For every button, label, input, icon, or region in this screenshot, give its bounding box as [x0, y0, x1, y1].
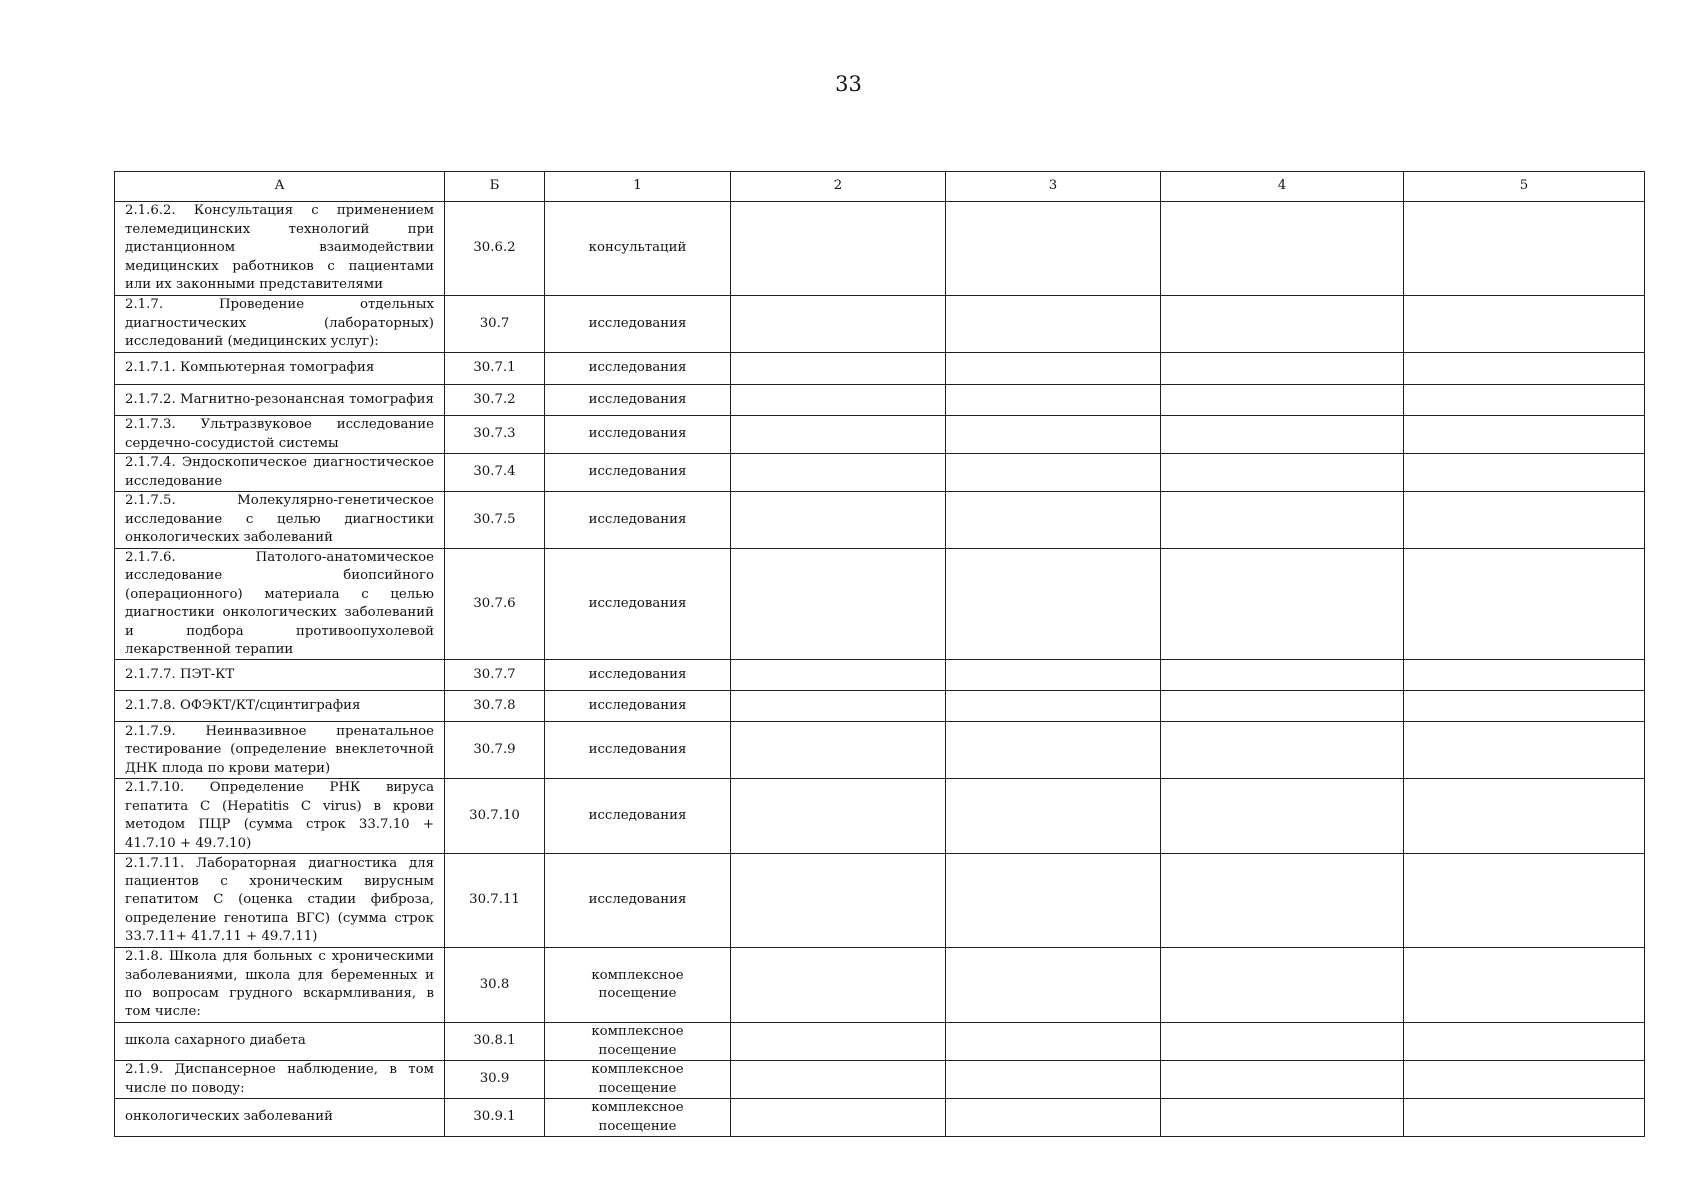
- row-value-cell-4: [1161, 454, 1404, 492]
- table-row: [115, 722, 1645, 779]
- table-row: [115, 416, 1645, 454]
- row-name-cell: школа сахарного диабета: [115, 1023, 445, 1061]
- row-value-cell-4: [1161, 722, 1404, 779]
- column-header-b: Б: [445, 172, 545, 202]
- row-name-cell: 2.1.7.7. ПЭТ-КТ: [115, 660, 445, 691]
- table-row: [115, 385, 1645, 416]
- row-value-cell-4: [1161, 416, 1404, 454]
- row-code-cell: 30.6.2: [445, 202, 545, 296]
- row-code-cell: 30.9: [445, 1061, 545, 1099]
- row-value-cell-5: [1404, 660, 1645, 691]
- row-name-cell: 2.1.8. Школа для больных с хроническими заболеваниями, школа для беременных и по вопросам грудного вскармливания, в том числе:: [115, 948, 445, 1023]
- row-name-cell: 2.1.7.9. Неинвазивное пренатальное тестирование (определение внеклеточной ДНК плода по крови матери): [115, 722, 445, 779]
- row-value-cell-3: [946, 1061, 1161, 1099]
- row-value-cell-3: [946, 1099, 1161, 1137]
- row-value-cell-2: [731, 691, 946, 722]
- column-header-a: А: [115, 172, 445, 202]
- row-value-cell-2: [731, 492, 946, 549]
- row-value-cell-2: [731, 385, 946, 416]
- row-code-cell: 30.8.1: [445, 1023, 545, 1061]
- row-code-cell: 30.9.1: [445, 1099, 545, 1137]
- row-value-cell-2: [731, 1099, 946, 1137]
- table-row: [115, 202, 1645, 296]
- table-row: [115, 660, 1645, 691]
- row-value-cell-3: [946, 779, 1161, 854]
- row-value-cell-3: [946, 492, 1161, 549]
- row-value-cell-4: [1161, 385, 1404, 416]
- row-name-cell: 2.1.6.2. Консультация с применением телемедицинских технологий при дистанционном взаимодействии медицинских работников с пациентами или их законными представителями: [115, 202, 445, 296]
- row-name-cell: 2.1.7.8. ОФЭКТ/КТ/сцинтиграфия: [115, 691, 445, 722]
- row-value-cell-2: [731, 1061, 946, 1099]
- row-unit-cell: исследования: [545, 691, 731, 722]
- row-value-cell-5: [1404, 549, 1645, 660]
- row-value-cell-5: [1404, 296, 1645, 353]
- row-unit-cell: исследования: [545, 385, 731, 416]
- row-code-cell: 30.7.9: [445, 722, 545, 779]
- row-name-cell: 2.1.7.5. Молекулярно-генетическое исследование с целью диагностики онкологических заболеваний: [115, 492, 445, 549]
- row-value-cell-5: [1404, 454, 1645, 492]
- row-value-cell-2: [731, 353, 946, 385]
- row-value-cell-2: [731, 549, 946, 660]
- row-code-cell: 30.8: [445, 948, 545, 1023]
- row-value-cell-3: [946, 722, 1161, 779]
- row-value-cell-5: [1404, 202, 1645, 296]
- row-value-cell-2: [731, 660, 946, 691]
- row-value-cell-3: [946, 202, 1161, 296]
- table-row: [115, 691, 1645, 722]
- row-code-cell: 30.7.11: [445, 854, 545, 948]
- column-header-1: 1: [545, 172, 731, 202]
- row-value-cell-5: [1404, 854, 1645, 948]
- column-header-4: 4: [1161, 172, 1404, 202]
- row-value-cell-2: [731, 202, 946, 296]
- row-value-cell-4: [1161, 296, 1404, 353]
- table-row: [115, 1061, 1645, 1099]
- table-row: [115, 948, 1645, 1023]
- row-value-cell-4: [1161, 779, 1404, 854]
- row-value-cell-3: [946, 416, 1161, 454]
- row-value-cell-2: [731, 454, 946, 492]
- row-value-cell-3: [946, 454, 1161, 492]
- row-code-cell: 30.7.6: [445, 549, 545, 660]
- row-unit-cell: исследования: [545, 660, 731, 691]
- row-value-cell-4: [1161, 353, 1404, 385]
- table-row: [115, 549, 1645, 660]
- row-value-cell-4: [1161, 549, 1404, 660]
- row-unit-cell: консультаций: [545, 202, 731, 296]
- row-name-cell: 2.1.7.3. Ультразвуковое исследование сердечно-сосудистой системы: [115, 416, 445, 454]
- row-name-cell: 2.1.7.6. Патолого-анатомическое исследование биопсийного (операционного) материала с целью диагностики онкологических заболеваний и подбора противоопухолевой лекарственной терапии: [115, 549, 445, 660]
- row-unit-cell: исследования: [545, 492, 731, 549]
- row-value-cell-5: [1404, 948, 1645, 1023]
- row-value-cell-5: [1404, 722, 1645, 779]
- row-value-cell-5: [1404, 416, 1645, 454]
- row-unit-cell: исследования: [545, 416, 731, 454]
- row-unit-cell: исследования: [545, 779, 731, 854]
- row-value-cell-3: [946, 385, 1161, 416]
- row-unit-cell: комплексное посещение: [545, 948, 731, 1023]
- row-name-cell: 2.1.7.1. Компьютерная томография: [115, 353, 445, 385]
- row-code-cell: 30.7.8: [445, 691, 545, 722]
- row-code-cell: 30.7.7: [445, 660, 545, 691]
- row-code-cell: 30.7: [445, 296, 545, 353]
- row-value-cell-3: [946, 948, 1161, 1023]
- row-value-cell-3: [946, 691, 1161, 722]
- table-row: [115, 454, 1645, 492]
- table-row: [115, 296, 1645, 353]
- row-name-cell: 2.1.7. Проведение отдельных диагностических (лабораторных) исследований (медицинских услуг):: [115, 296, 445, 353]
- page-number: 33: [835, 72, 862, 96]
- row-value-cell-2: [731, 779, 946, 854]
- row-code-cell: 30.7.2: [445, 385, 545, 416]
- table-row: [115, 492, 1645, 549]
- row-value-cell-5: [1404, 353, 1645, 385]
- row-unit-cell: исследования: [545, 722, 731, 779]
- row-value-cell-5: [1404, 691, 1645, 722]
- row-value-cell-5: [1404, 492, 1645, 549]
- column-header-5: 5: [1404, 172, 1645, 202]
- row-value-cell-4: [1161, 691, 1404, 722]
- row-unit-cell: исследования: [545, 296, 731, 353]
- row-value-cell-4: [1161, 1099, 1404, 1137]
- row-code-cell: 30.7.1: [445, 353, 545, 385]
- row-unit-cell: исследования: [545, 854, 731, 948]
- row-value-cell-5: [1404, 1023, 1645, 1061]
- row-code-cell: 30.7.10: [445, 779, 545, 854]
- row-value-cell-3: [946, 353, 1161, 385]
- row-value-cell-2: [731, 948, 946, 1023]
- row-value-cell-2: [731, 416, 946, 454]
- row-unit-cell: исследования: [545, 353, 731, 385]
- row-value-cell-3: [946, 549, 1161, 660]
- table-row: [115, 854, 1645, 948]
- report-table: [114, 171, 1645, 1137]
- row-value-cell-4: [1161, 202, 1404, 296]
- row-unit-cell: комплексное посещение: [545, 1061, 731, 1099]
- row-name-cell: 2.1.9. Диспансерное наблюдение, в том числе по поводу:: [115, 1061, 445, 1099]
- row-name-cell: онкологических заболеваний: [115, 1099, 445, 1137]
- row-value-cell-2: [731, 296, 946, 353]
- table-row: [115, 779, 1645, 854]
- table-body: [115, 202, 1645, 1137]
- row-unit-cell: исследования: [545, 454, 731, 492]
- column-header-2: 2: [731, 172, 946, 202]
- header-row: [115, 172, 1645, 202]
- row-unit-cell: комплексное посещение: [545, 1099, 731, 1137]
- row-name-cell: 2.1.7.4. Эндоскопическое диагностическое исследование: [115, 454, 445, 492]
- row-code-cell: 30.7.3: [445, 416, 545, 454]
- row-value-cell-5: [1404, 1099, 1645, 1137]
- row-name-cell: 2.1.7.2. Магнитно-резонансная томография: [115, 385, 445, 416]
- row-value-cell-4: [1161, 854, 1404, 948]
- row-value-cell-5: [1404, 385, 1645, 416]
- row-value-cell-3: [946, 296, 1161, 353]
- row-value-cell-5: [1404, 779, 1645, 854]
- row-value-cell-4: [1161, 660, 1404, 691]
- row-value-cell-3: [946, 854, 1161, 948]
- row-unit-cell: комплексное посещение: [545, 1023, 731, 1061]
- row-value-cell-3: [946, 1023, 1161, 1061]
- row-code-cell: 30.7.4: [445, 454, 545, 492]
- table-row: [115, 353, 1645, 385]
- row-name-cell: 2.1.7.11. Лабораторная диагностика для пациентов с хроническим вирусным гепатитом C (оценка стадии фиброза, определение генотипа ВГС) (сумма строк 33.7.11+ 41.7.11 + 49.7.11): [115, 854, 445, 948]
- row-unit-cell: исследования: [545, 549, 731, 660]
- row-value-cell-3: [946, 660, 1161, 691]
- column-header-3: 3: [946, 172, 1161, 202]
- table-row: [115, 1023, 1645, 1061]
- row-value-cell-2: [731, 854, 946, 948]
- row-value-cell-4: [1161, 1061, 1404, 1099]
- row-value-cell-4: [1161, 492, 1404, 549]
- row-value-cell-2: [731, 1023, 946, 1061]
- row-value-cell-4: [1161, 1023, 1404, 1061]
- row-name-cell: 2.1.7.10. Определение РНК вируса гепатита C (Hepatitis C virus) в крови методом ПЦР (сумма строк 33.7.10 + 41.7.10 + 49.7.10): [115, 779, 445, 854]
- row-value-cell-4: [1161, 948, 1404, 1023]
- table-row: [115, 1099, 1645, 1137]
- row-value-cell-5: [1404, 1061, 1645, 1099]
- row-value-cell-2: [731, 722, 946, 779]
- row-code-cell: 30.7.5: [445, 492, 545, 549]
